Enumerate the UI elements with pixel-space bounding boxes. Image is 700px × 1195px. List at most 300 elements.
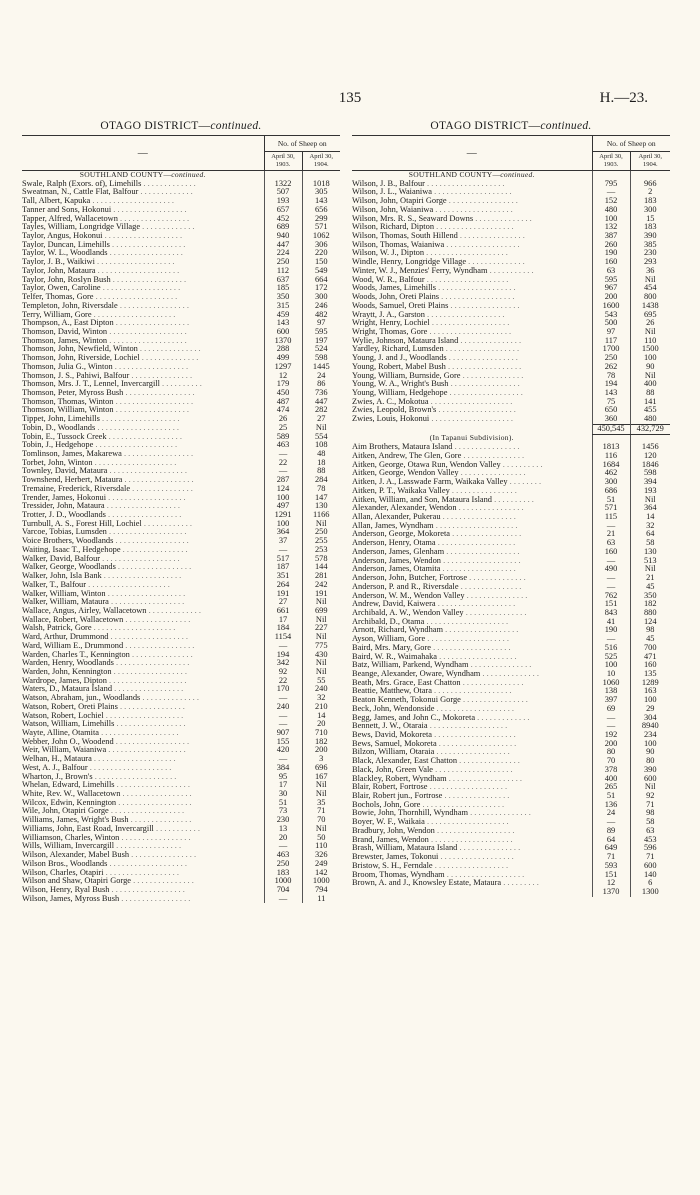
sheep-1904: Nil: [302, 616, 340, 625]
holder-name: Zwies, Louis, Hokonui . . . . . . . . . . . . . . . . . . . .: [352, 415, 513, 424]
sheep-1903: 260: [592, 241, 630, 250]
sheep-1904: 110: [302, 842, 340, 851]
sheep-1904: 80: [630, 757, 670, 766]
leader-dots: . . . . . . . . . . . . . . . . . . . .: [86, 580, 170, 589]
leader-dots: . . . . . . . . . . . . . . . .: [449, 486, 517, 495]
leader-dots: . . . . . . . . . . . . . . . . . . .: [424, 310, 505, 319]
sheep-1903: 17: [264, 781, 302, 790]
holder-name: Archibald, A. W., Wendon Valley . . . . . . . . . . . . . . .: [352, 608, 527, 617]
table-row: [352, 197, 670, 206]
leader-dots: . . . . . . . . . . . . . . . . . . .: [99, 415, 180, 424]
sheep-1903: 143: [592, 389, 630, 398]
table-row: [22, 773, 340, 782]
sheep-header: No. of Sheep on: [264, 136, 340, 152]
table-row: [352, 670, 670, 679]
leader-dots: . . . . . . . . . . . . . . . . .: [119, 894, 191, 903]
table-row: [352, 354, 670, 363]
leader-dots: . . . . . . . . . . . . . . . . . .: [442, 626, 519, 635]
holder-name: Waiting, Isaac T., Hedgehope . . . . . . . . . . . . . . . .: [22, 545, 188, 554]
holder-name: Taylor, Angus, Hokonui . . . . . . . . . . . . . . . . . . .: [22, 232, 183, 241]
leader-dots: . . . . . . . . . . . . . . . . . . .: [107, 336, 187, 345]
holder-name: Beaton Kenneth, Tokonui Gorge . . . . . . . . . . . . . . . .: [352, 696, 528, 705]
sheep-1904: 14: [630, 513, 670, 522]
leader-dots: . . . . . . . . . . . . . . . . . . .: [105, 589, 186, 598]
holder-name: [352, 424, 592, 434]
sheep-1904: 394: [630, 478, 670, 487]
sheep-1903: 151: [592, 600, 630, 609]
table-row: [352, 740, 670, 749]
table-row: [22, 232, 340, 241]
table-row: [352, 539, 670, 548]
leader-dots: . . . . . . . . . . . . . . . . . .: [116, 798, 192, 807]
table-row: [352, 522, 670, 531]
sheep-1904: 453: [630, 836, 670, 845]
sheep-1904: 55: [302, 677, 340, 686]
leader-dots: . . . . . . . . . . . . . . . . . . .: [108, 633, 189, 642]
sheep-1903: 657: [264, 206, 302, 215]
sheep-1903: 152: [592, 197, 630, 206]
leader-dots: . . . . . . . . . . . . . . . . . .: [111, 667, 187, 676]
sheep-1904: 390: [630, 232, 670, 241]
sheep-1904: 124: [630, 618, 670, 627]
page-number: 135: [338, 90, 362, 106]
holder-name: Alexander, Alexander, Wendon . . . . . . . . . . . . . . . .: [352, 504, 524, 513]
sheep-1904: 250: [302, 528, 340, 537]
table-row: [22, 598, 340, 607]
table-row: [352, 267, 670, 276]
holder-name: Watson, William, Limehills . . . . . . . . . . . . . . . . .: [22, 720, 186, 729]
sheep-1903: —: [264, 755, 302, 764]
table-row: [352, 748, 670, 757]
holder-name: Windle, Henry, Longridge Village . . . . . . . . . . . . . .: [352, 258, 525, 267]
sheep-1903: 21: [592, 530, 630, 539]
section-heading: SOUTHLAND COUNTY—continued.: [79, 170, 206, 179]
sheep-1903: 95: [264, 773, 302, 782]
sheep-1903: 360: [592, 415, 630, 424]
leader-dots: . . . . . . . . . . . . . . . . . . . .: [95, 266, 180, 275]
holder-name: Allan, James, Wyndham . . . . . . . . . . . . . . . . . . . .: [352, 521, 518, 530]
table-row: [352, 809, 670, 818]
holder-name: Townley, David, Mataura . . . . . . . . . . . . . . . . . . .: [22, 467, 187, 476]
sheep-1904: 1166: [302, 511, 340, 520]
sheep-1903: 200: [592, 293, 630, 302]
sheep-1903: 499: [264, 354, 302, 363]
sheep-1903: 1291: [264, 511, 302, 520]
sheep-1904: Nil: [630, 372, 670, 381]
leader-dots: . . . . . . . . . . . . . . . . . .: [108, 807, 185, 816]
sheep-1903: 192: [592, 731, 630, 740]
table-row: [22, 424, 340, 433]
leader-dots: . . . . . . . . . . . . . . . . . . . .: [90, 197, 175, 206]
holder-name: Wayte, Alline, Otamita . . . . . . . . . . . . . . . . . . .: [22, 729, 179, 737]
table-row: [22, 398, 340, 407]
sheep-1904: 253: [302, 546, 340, 555]
holder-name: Blair, Robert jun., Fortrose . . . . . . . . . . . . . . . .: [352, 792, 510, 801]
left-sheep-table: [22, 135, 340, 903]
leader-dots: . . . . . . . . .: [501, 879, 539, 888]
leader-dots: . . . . . . . . . . . . . . . . .: [121, 450, 194, 458]
sheep-1904: 15: [630, 215, 670, 224]
leader-dots: . . . . . . . . . . . . . . . . . .: [440, 565, 516, 574]
leader-dots: . . . . . . . . . . . . . . . .: [457, 232, 525, 241]
leader-dots: . . . . . . . . . . . . . . . .: [458, 469, 526, 478]
leader-dots: . . . . . . . . . . . . . . . . . . . .: [433, 521, 518, 530]
holder-name: Walsh, Patrick, Gore . . . . . . . . . . . . . . . . . . . .: [22, 624, 176, 633]
sheep-1904: 1018: [302, 180, 340, 189]
holder-name: Tobin, J., Hedgehope . . . . . . . . . . . . . . . . . . . .: [22, 441, 178, 450]
holder-name: Walker, William, Mataura . . . . . . . . . . . . . . . . . .: [22, 598, 185, 607]
sheep-header: No. of Sheep on: [592, 136, 670, 152]
sheep-1903: 420: [264, 746, 302, 755]
leader-dots: . . . . . . . . . . . . . . . . . . . .: [427, 327, 512, 336]
table-row: [22, 337, 340, 346]
leader-dots: . . . . . . . . . . . . . . . . . . .: [436, 284, 516, 293]
sheep-1903: 132: [592, 223, 630, 232]
table-row: [352, 705, 670, 714]
leader-dots: . . . . . . . . . . . . . . . . . .: [104, 502, 181, 511]
sheep-1903: —: [592, 635, 630, 644]
holder-name: Wile, John, Otapiri Gorge . . . . . . . . . . . . . . . . . .: [22, 807, 185, 816]
table-row: [22, 581, 340, 590]
holder-name: Tobin, D., Woodlands . . . . . . . . . . . . . . . . . . . .: [22, 423, 180, 432]
holder-name: Thomson, John, Newfield, Winton . . . . . . . . . . . . . . .: [22, 345, 201, 354]
name-column-header: —: [352, 136, 592, 171]
holder-name: Ward, William E., Drummond . . . . . . . . . . . . . . . . .: [22, 641, 195, 650]
sheep-1904: 242: [302, 581, 340, 590]
table-row: [352, 311, 670, 320]
table-row: [22, 851, 340, 860]
sheep-1904: 220: [302, 249, 340, 258]
table-row: [22, 485, 340, 494]
leader-dots: . . . . . . . . . . . . . . . . . . .: [106, 746, 186, 755]
sheep-1904: 58: [630, 818, 670, 827]
leader-dots: . . . . . . . . . . . . . . . . . . .: [106, 528, 187, 537]
sheep-1904: 182: [630, 600, 670, 609]
sheep-1903: 589: [264, 433, 302, 442]
sheep-1903: 41: [592, 618, 630, 627]
holder-name: Woods, Samuel, Oreti Plains . . . . . . . . . . . . . . . . .: [352, 301, 520, 310]
holder-name: Beange, Alexander, Oware, Wyndham . . . . . . . . . . . . . .: [352, 669, 539, 678]
leader-dots: . . . . . . . . . . . . . . . . .: [448, 380, 520, 389]
sheep-1904: 141: [630, 398, 670, 407]
table-row: [22, 895, 340, 904]
sheep-1903: 507: [264, 188, 302, 197]
sheep-1904: 45: [630, 583, 670, 592]
sheep-1904: 64: [630, 530, 670, 539]
leader-dots: . . . . . . . . . . . . . . .: [464, 591, 528, 600]
leader-dots: . . . . . . . . . . . . . . . .: [114, 842, 182, 851]
holder-name: Trotter, J. D., Woodlands . . . . . . . . . . . . . . . . . .: [22, 511, 182, 520]
sheep-1903: 30: [264, 790, 302, 799]
table-row: [22, 345, 340, 354]
holder-name: Warden, Henry, Woodlands . . . . . . . . . . . . . . . . . .: [22, 659, 190, 668]
table-row: [352, 487, 670, 496]
holder-name: Brown, A. and J., Knowsley Estate, Mataura . . . . . . . . .: [352, 879, 539, 888]
table-row: [352, 635, 670, 644]
leader-dots: . . . . . . . . . . . . . . . . .: [119, 833, 191, 842]
table-row: [352, 180, 670, 189]
sheep-1903: 387: [592, 232, 630, 241]
leader-dots: . . . . . . . . . . . . . . . . . .: [439, 293, 515, 302]
table-row: [352, 496, 670, 505]
table-row: [352, 862, 670, 871]
sheep-1904: 130: [630, 548, 670, 557]
empty-cell: [630, 171, 670, 180]
leader-dots: . . . . . . . . . . . . . . . . . . . .: [428, 835, 513, 844]
sheep-1903: 1684: [592, 461, 630, 470]
table-row: [22, 206, 340, 215]
holder-name: Young, William, Burnside, Gore . . . . . . . . . . . . . . .: [352, 371, 524, 380]
sheep-1904: 480: [630, 415, 670, 424]
sheep-1904: 86: [302, 380, 340, 389]
sheep-1904: 1456: [630, 443, 670, 452]
leader-dots: . . . . . . . . . . . . . . . . . . . .: [424, 818, 509, 827]
sheep-1904: 282: [302, 406, 340, 415]
sheep-1904: 163: [630, 687, 670, 696]
leader-dots: . . . . . . . . . . . . . . . . . .: [103, 868, 179, 877]
sheep-1903: 571: [592, 504, 630, 513]
holder-name: Wilson, W. J., Dipton . . . . . . . . . . . . . . . . . . . .: [352, 249, 508, 258]
leader-dots: . . . . . . . . . . . . . . . .: [460, 696, 528, 705]
holder-name: Watson, Robert, Lochiel . . . . . . . . . . . . . . . . . . .: [22, 711, 184, 720]
year-1904-header: April 30, 1904.: [630, 152, 670, 171]
sheep-1903: 151: [592, 871, 630, 880]
holder-name: Archibald, D., Otama . . . . . . . . . . . . . . . . . . . .: [352, 617, 509, 626]
sheep-1903: 97: [592, 328, 630, 337]
sheep-1903: 1813: [592, 443, 630, 452]
holder-name: Wylie, Johnson, Mataura Island . . . . . . . . . . . . . . .: [352, 336, 522, 345]
table-row: [22, 476, 340, 485]
leader-dots: . . . . . . . . . . . . . . .: [457, 757, 520, 766]
holder-name: Terry, William, Gore . . . . . . . . . . . . . . . . . . . .: [22, 310, 176, 319]
holder-name: Beattie, Matthew, Otara . . . . . . . . . . . . . . . . . . .: [352, 687, 512, 696]
holder-name: Zwies, A. C., Mokotua . . . . . . . . . . . . . . . . . . . .: [352, 397, 513, 406]
holder-name: Beath, Mrs. Grace, East Chatton . . . . . . . . . . . . . . .: [352, 678, 524, 687]
empty-cell: [592, 434, 630, 443]
leader-dots: . . . . . . . . . .: [492, 495, 534, 504]
leader-dots: . . . . . . . . . . . . . . . . . . .: [444, 870, 525, 879]
table-row: [22, 877, 340, 886]
sheep-1903: 179: [264, 380, 302, 389]
sheep-1904: 98: [630, 626, 670, 635]
sheep-1904: 598: [302, 354, 340, 363]
table-row: [352, 452, 670, 461]
sheep-1903: 250: [264, 258, 302, 267]
sheep-1903: 184: [264, 624, 302, 633]
sheep-1904: 700: [630, 644, 670, 653]
leader-dots: . . . . . . . . . . . . . .: [139, 354, 199, 363]
sheep-1903: 25: [264, 424, 302, 433]
leader-dots: . . . . . . . . . . . . . .: [466, 258, 525, 267]
sheep-1903: 160: [592, 548, 630, 557]
sheep-1903: 287: [264, 476, 302, 485]
table-row: [22, 406, 340, 415]
leader-dots: . . . . . . . . . . . . . .: [473, 214, 532, 223]
leader-dots: . . . . . . . . . . . . . . . . . . .: [427, 722, 508, 731]
holder-name: Zwies, Leopold, Brown's . . . . . . . . . . . . . . . . . . .: [352, 406, 516, 415]
sheep-1903: 516: [592, 644, 630, 653]
sheep-1903: 315: [264, 302, 302, 311]
holder-name: Black, John, Green Vale . . . . . . . . . . . . . . . . . . .: [352, 765, 513, 774]
table-row: [352, 258, 670, 267]
leader-dots: . . . . . . . . . . . . . . . . . .: [107, 249, 183, 258]
holder-name: Brash, William, Mataura Island . . . . . . . . . . . . . . .: [352, 844, 521, 853]
holder-name: Aitken, William, and Son, Mataura Island . . . . . . . . . .: [352, 495, 534, 504]
table-row: [352, 548, 670, 557]
holder-name: Aitken, George, Wendon Valley . . . . . . . . . . . . . . . .: [352, 469, 526, 478]
sheep-1903: 12: [264, 372, 302, 381]
leader-dots: . . . . . . . . . . . . . . . . . . .: [106, 493, 186, 502]
sheep-1903: —: [592, 522, 630, 531]
leader-dots: . . . . . . . . . . . . . . . . .: [112, 685, 184, 694]
holder-name: Wright, Thomas, Gore . . . . . . . . . . . . . . . . . . . .: [352, 327, 512, 336]
holder-name: Thomson, Thomas, Winton . . . . . . . . . . . . . . . . . . .: [22, 397, 194, 406]
sheep-1904: 92: [630, 792, 670, 801]
sheep-1904: 120: [630, 452, 670, 461]
table-row: [352, 888, 670, 897]
holder-name: Wilson, J. B., Balfour . . . . . . . . . . . . . . . . . . .: [352, 179, 505, 188]
sheep-1904: 140: [630, 871, 670, 880]
sheep-1904: 70: [302, 816, 340, 825]
leader-dots: . . . . . . . . . . . . . . .: [130, 877, 194, 886]
right-column-heading: OTAGO DISTRICT—continued.: [430, 120, 592, 132]
sheep-1903: 686: [592, 487, 630, 496]
sheep-1904: 88: [630, 389, 670, 398]
sheep-1904: 24: [302, 372, 340, 381]
sheep-1903: 649: [592, 844, 630, 853]
table-row: [352, 600, 670, 609]
table-row: [352, 844, 670, 853]
leader-dots: . . . . . . . . . . . . . . . . .: [446, 354, 518, 363]
holder-name: Anderson, James, Otamita . . . . . . . . . . . . . . . . . .: [352, 565, 516, 574]
holder-name: Wallace, Angus, Airley, Wallacetown . . . . . . . . . . . . .: [22, 606, 201, 615]
table-row: [352, 818, 670, 827]
table-row: [352, 792, 670, 801]
sheep-1903: 190: [592, 626, 630, 635]
sheep-1903: 661: [264, 607, 302, 616]
table-row: [22, 607, 340, 616]
holder-name: Broom, Thomas, Wyndham . . . . . . . . . . . . . . . . . . .: [352, 870, 525, 879]
sheep-1904: 21: [630, 574, 670, 583]
holder-name: Sweatman, N., Cattle Flat, Balfour . . . . . . . . . . . . .: [22, 188, 193, 197]
leader-dots: . . . . . . . . . . . . . . . . . . . .: [428, 397, 513, 406]
holder-name: Townshend, Herbert, Mataura . . . . . . . . . . . . . . . . .: [22, 476, 194, 485]
table-row: [352, 696, 670, 705]
sheep-1904: 1445: [302, 363, 340, 372]
sheep-1904: 29: [630, 705, 670, 714]
holder-name: Thomson, James, Winton . . . . . . . . . . . . . . . . . . .: [22, 336, 187, 345]
holder-name: Bews, Samuel, Mokoreta . . . . . . . . . . . . . . . . . . .: [352, 739, 517, 748]
table-row: [22, 223, 340, 232]
leader-dots: . . . . . . . . . . . . . . . . . . .: [427, 783, 508, 792]
leader-dots: . . . . . . . . . . . . . . . . . . .: [424, 179, 505, 188]
sheep-1904: 71: [630, 801, 670, 810]
sheep-1903: 160: [592, 258, 630, 267]
holder-name: Anderson, George, Mokoreta . . . . . . . . . . . . . . . . .: [352, 530, 522, 539]
table-row: [22, 537, 340, 546]
sheep-1904: 775: [302, 642, 340, 651]
sheep-1903: 26: [264, 415, 302, 424]
sheep-1903: 22: [264, 459, 302, 468]
sheep-1904: 710: [302, 729, 340, 738]
leader-dots: . . . . . . . . . . . . . . . . . . . .: [91, 624, 176, 633]
leader-dots: . . . . . . . . . . . . . . . . . .: [109, 240, 186, 249]
holder-name: Allan, Alexander, Pukerau . . . . . . . . . . . . . . . . . .: [352, 513, 516, 522]
holder-name: Baird, W. R., Waimahaka . . . . . . . . . . . . . . . . . . .: [352, 652, 517, 661]
sheep-1903: 500: [592, 319, 630, 328]
right-column: [352, 118, 670, 897]
leader-dots: . . . . . . . . . . . . . . . . . . . .: [92, 458, 177, 467]
table-row: [352, 574, 670, 583]
sheep-1903: 1700: [592, 345, 630, 354]
sheep-1904: 2: [630, 188, 670, 197]
sheep-1904: 736: [302, 389, 340, 398]
sheep-1903: —: [592, 714, 630, 723]
holder-name: Wills, William, Invercargill . . . . . . . . . . . . . . . .: [22, 842, 182, 851]
table-row: [22, 241, 340, 250]
holder-name: Wharton, J., Brown's . . . . . . . . . . . . . . . . . . . .: [22, 772, 177, 781]
leader-dots: . . . . . . . . . . . . . . . . . . . .: [424, 275, 509, 284]
sheep-1904: 364: [630, 504, 670, 513]
holder-name: Voice Brothers, Woodlands . . . . . . . . . . . . . . . . . .: [22, 537, 189, 546]
table-row: [352, 679, 670, 688]
holder-name: Wilson, Alexander, Mabel Bush . . . . . . . . . . . . . . . .: [22, 851, 197, 860]
table-row: [352, 565, 670, 574]
leader-dots: . . . . . . . . . . . . . . . . . .: [432, 861, 509, 870]
holder-name: Bowie, John, Thornhill, Wyndham . . . . . . . . . . . . . . .: [352, 809, 531, 818]
sheep-1904: 656: [302, 206, 340, 215]
sheep-1904: 200: [302, 746, 340, 755]
table-row: [352, 801, 670, 810]
sheep-1903: 143: [264, 319, 302, 328]
holder-name: Williamson, Charles, Winton . . . . . . . . . . . . . . . . .: [22, 833, 191, 842]
sheep-1903: 250: [264, 860, 302, 869]
holder-name: Walker, David, Balfour . . . . . . . . . . . . . . . . . . .: [22, 554, 180, 563]
table-row: [22, 764, 340, 773]
table-row: [352, 363, 670, 372]
holder-name: Wilson, Richard, Dipton . . . . . . . . . . . . . . . . . . .: [352, 223, 514, 232]
right-sheep-table: [352, 135, 670, 897]
sheep-1903: 69: [592, 705, 630, 714]
sheep-1904: 794: [302, 886, 340, 895]
sheep-1903: 459: [264, 311, 302, 320]
leader-dots: . . . . . . . . . . . . . . . . .: [123, 641, 195, 650]
holder-name: Waters, D., Mataura Island . . . . . . . . . . . . . . . . .: [22, 685, 184, 694]
sheep-1904: 400: [630, 380, 670, 389]
holder-name: Swale, Ralph (Exors. of), Limehills . . . . . . . . . . . . .: [22, 179, 196, 188]
table-row: [22, 677, 340, 686]
sheep-1904: 554: [302, 433, 340, 442]
sheep-1903: 200: [592, 740, 630, 749]
holder-name: Wilson, Mrs. R. S., Seaward Downs . . . . . . . . . . . . . .: [352, 214, 532, 223]
table-row: [352, 836, 670, 845]
sheep-1904: 284: [302, 476, 340, 485]
leader-dots: . . . . . . . . . . . . . . . . . .: [434, 748, 510, 757]
sheep-1904: 183: [630, 197, 670, 206]
sheep-1904: 88: [302, 467, 340, 476]
table-row: [352, 722, 670, 731]
leader-dots: . . . . . . . . . . . . . . . . . . .: [436, 406, 516, 415]
table-row: [22, 328, 340, 337]
holder-name: Templeton, John, Riversdale . . . . . . . . . . . . . . . . .: [22, 301, 189, 310]
holder-name: Brewster, James, Tokonui . . . . . . . . . . . . . . . . . .: [352, 853, 514, 862]
sheep-1904: 3: [302, 755, 340, 764]
sheep-1904: 110: [630, 337, 670, 346]
leader-dots: . . . . . . . . . . . . . . . . . . .: [440, 556, 521, 565]
holder-name: Whelan, Edward, Limehills . . . . . . . . . . . . . . . . . .: [22, 781, 190, 790]
leader-dots: . . . . . . . . . . . . . . . . . . .: [437, 652, 517, 661]
sheep-1903: 650: [592, 406, 630, 415]
